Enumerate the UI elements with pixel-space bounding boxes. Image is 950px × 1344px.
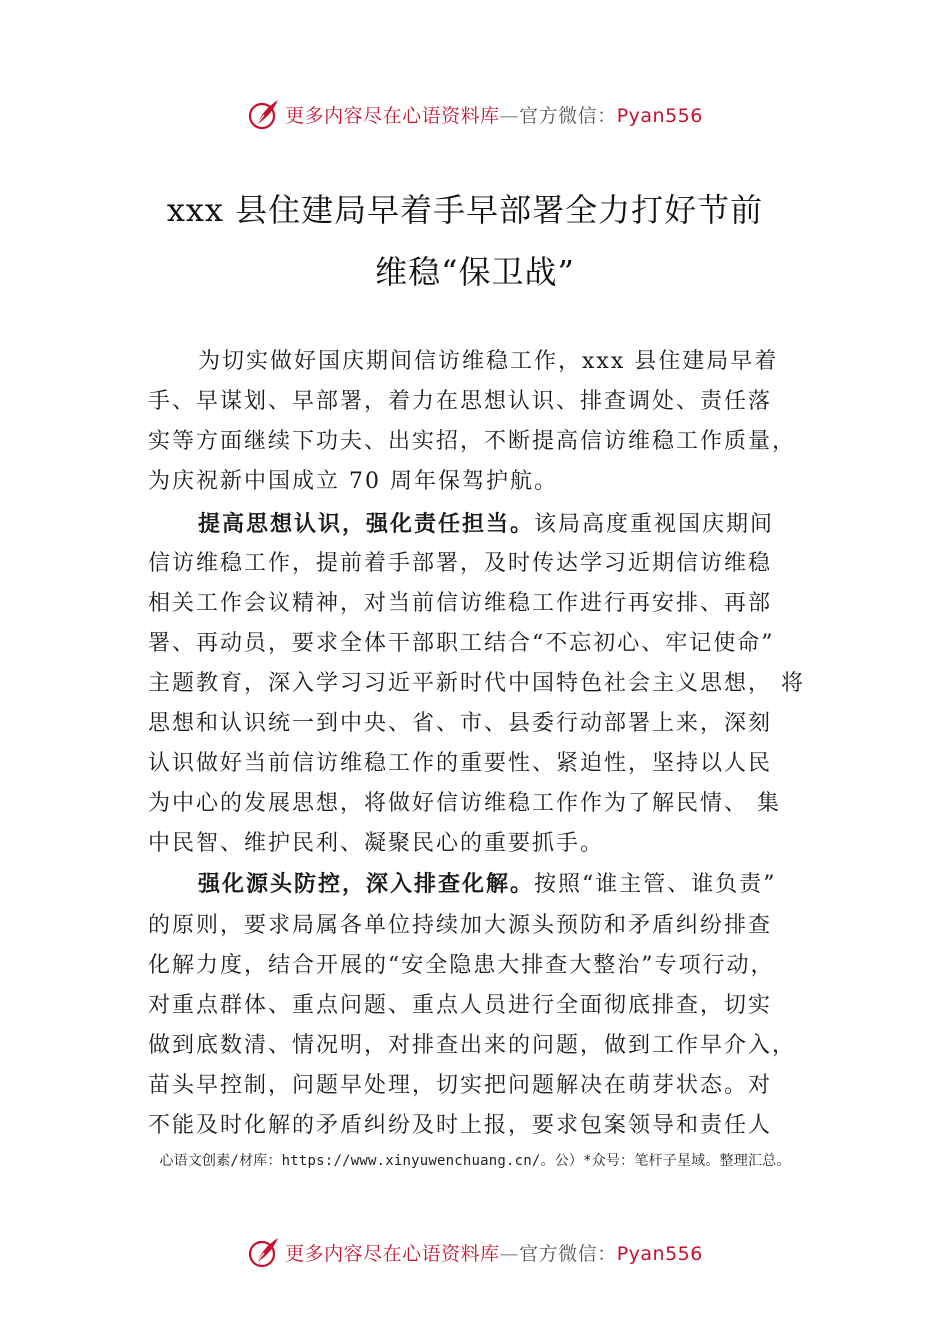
banner-text [285,1239,703,1266]
body-line: 为庆祝新中国成立 70 周年保驾护航。 [148,469,558,494]
banner-separator: — [499,104,520,127]
quill-logo-icon [247,97,281,131]
body-line [198,864,777,904]
body-line: 苗头早控制，问题早处理，切实把问题解决在萌芽状态。对 [148,1073,773,1098]
banner-separator: — [499,1242,520,1265]
document-title-line-1: xxx 县住建局早着手早部署全力打好节前 [166,191,764,229]
source-footnote: 心语文创素/材库：https://www.xinyuwenchuang.cn/。公）*众号：笔杆子星域。整理汇总。 [159,1153,791,1169]
body-line: 信访维稳工作，提前着手部署，及时传达学习近期信访维稳 [148,551,773,576]
banner-wechat-id: Pyan556 [616,1242,703,1265]
body-text: 按照“谁主管、谁负责” [534,872,777,897]
banner-wechat-id: Pyan556 [616,104,703,127]
body-text: 该局高度重视国庆期间 [534,512,775,537]
footer-banner [0,1232,950,1272]
body-line: 做到底数清、情况明，对排查出来的问题，做到工作早介入， [148,1033,797,1058]
banner-label: 官方微信： [519,104,617,127]
banner-label: 官方微信： [519,1242,617,1265]
body-line: 署、再动员，要求全体干部职工结合“不忘初心、牢记使命” [148,631,775,656]
body-line: 的原则，要求局属各单位持续加大源头预防和矛盾纠纷排查 [148,913,773,938]
body-line: 中民智、维护民利、凝聚民心的重要抓手。 [148,831,605,856]
body-line: 手、早谋划、早部署，着力在思想认识、排查调处、责任落 [148,389,773,414]
body-line: 对重点群体、重点问题、重点人员进行全面彻底排查，切实 [148,993,773,1018]
body-line [198,504,774,544]
body-line: 思想和认识统一到中央、省、市、县委行动部署上来，深刻 [148,711,773,736]
banner-text [285,101,703,128]
section-heading: 提高思想认识，强化责任担当。 [198,511,535,537]
header-banner [0,94,950,134]
body-line: 认识做好当前信访维稳工作的重要性、紧迫性，坚持以人民 [148,751,773,776]
banner-main-text: 更多内容尽在心语资料库 [285,1242,500,1265]
body-line: 实等方面继续下功夫、出实招，不断提高信访维稳工作质量， [148,429,797,454]
banner-main-text: 更多内容尽在心语资料库 [285,104,500,127]
quill-logo-icon [247,1235,281,1269]
body-line: 化解力度，结合开展的“安全隐患大排查大整治”专项行动， [148,953,775,978]
body-line: 主题教育，深入学习习近平新时代中国特色社会主义思想， 将 [148,671,805,696]
document-title-line-2: 维稳“保卫战” [375,253,575,291]
body-line: 相关工作会议精神，对当前信访维稳工作进行再安排、再部 [148,591,773,616]
body-line: 为切实做好国庆期间信访维稳工作，xxx 县住建局早着 [198,349,779,374]
body-line: 为中心的发展思想，将做好信访维稳工作作为了解民情、 集 [148,791,781,816]
body-line: 不能及时化解的矛盾纠纷及时上报，要求包案领导和责任人 [148,1113,773,1138]
section-heading: 强化源头防控，深入排查化解。 [198,871,535,897]
